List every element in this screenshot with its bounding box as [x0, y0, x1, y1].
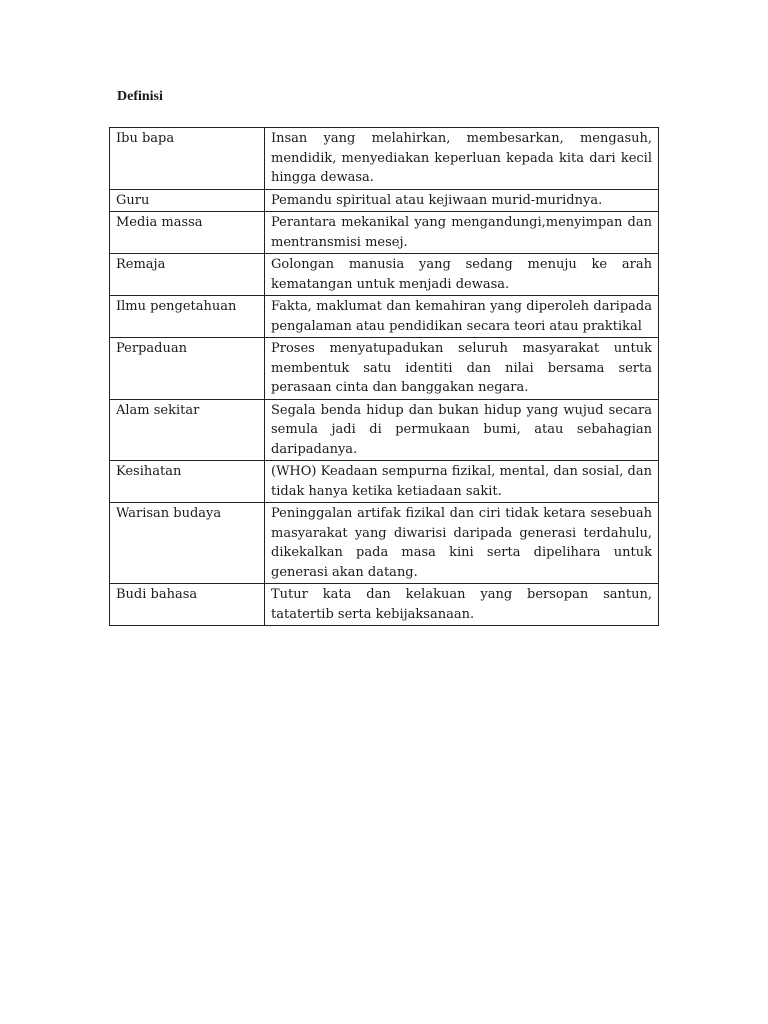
table-row: [110, 212, 659, 254]
page-title: Definisi: [117, 89, 163, 104]
term-cell: Warisan budaya: [110, 503, 265, 584]
table-row: [110, 254, 659, 296]
definitions-table-body: [110, 128, 659, 626]
table-row: [110, 128, 659, 190]
meaning-cell: (WHO) Keadaan sempurna fizikal, mental, dan sosial, dan tidak hanya ketika ketiadaan sakit.: [265, 461, 659, 503]
meaning-cell: Peninggalan artifak fizikal dan ciri tidak ketara sesebuah masyarakat yang diwarisi daripada generasi terdahulu, dikekalkan pada masa kini serta dipelihara untuk generasi akan datang.: [265, 503, 659, 584]
term-cell: Remaja: [110, 254, 265, 296]
meaning-cell: Tutur kata dan kelakuan yang bersopan santun, tatatertib serta kebijaksanaan.: [265, 584, 659, 626]
meaning-cell: Perantara mekanikal yang mengandungi,menyimpan dan mentransmisi mesej.: [265, 212, 659, 254]
meaning-cell: Insan yang melahirkan, membesarkan, mengasuh, mendidik, menyediakan keperluan kepada kita dari kecil hingga dewasa.: [265, 128, 659, 190]
table-row: [110, 584, 659, 626]
definitions-table: [109, 127, 659, 626]
term-cell: Media massa: [110, 212, 265, 254]
term-cell: Guru: [110, 189, 265, 212]
term-cell: Alam sekitar: [110, 399, 265, 461]
table-row: [110, 338, 659, 400]
term-cell: Ibu bapa: [110, 128, 265, 190]
table-row: [110, 296, 659, 338]
table-row: [110, 189, 659, 212]
term-cell: Kesihatan: [110, 461, 265, 503]
meaning-cell: Proses menyatupadukan seluruh masyarakat untuk membentuk satu identiti dan nilai bersama serta perasaan cinta dan banggakan negara.: [265, 338, 659, 400]
meaning-cell: Fakta, maklumat dan kemahiran yang diperoleh daripada pengalaman atau pendidikan secara teori atau praktikal: [265, 296, 659, 338]
term-cell: Ilmu pengetahuan: [110, 296, 265, 338]
table-row: [110, 503, 659, 584]
meaning-cell: Golongan manusia yang sedang menuju ke arah kematangan untuk menjadi dewasa.: [265, 254, 659, 296]
meaning-cell: Pemandu spiritual atau kejiwaan murid-muridnya.: [265, 189, 659, 212]
table-row: [110, 461, 659, 503]
table-row: [110, 399, 659, 461]
meaning-cell: Segala benda hidup dan bukan hidup yang wujud secara semula jadi di permukaan bumi, atau sebahagian daripadanya.: [265, 399, 659, 461]
term-cell: Perpaduan: [110, 338, 265, 400]
term-cell: Budi bahasa: [110, 584, 265, 626]
